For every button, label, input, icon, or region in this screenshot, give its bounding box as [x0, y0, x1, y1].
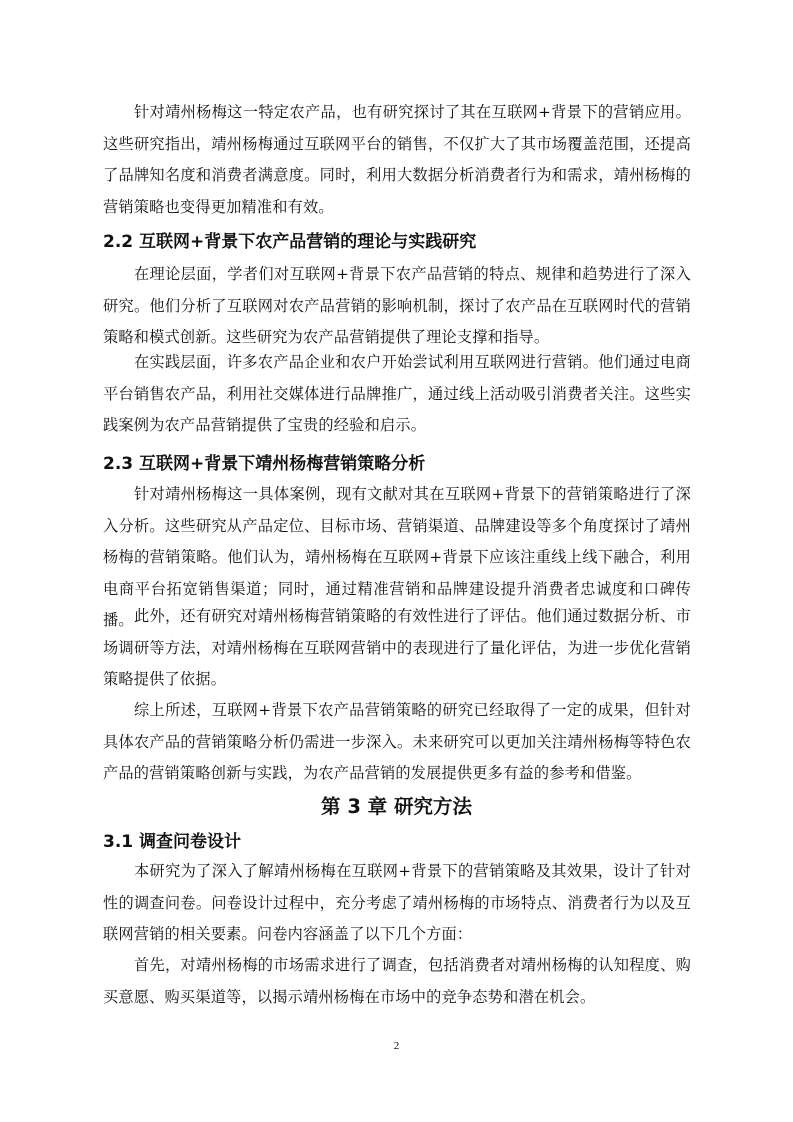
- section-heading-3-1: 3.1 调查问卷设计: [103, 832, 242, 852]
- paragraph-text: 在实践层面，许多农产品企业和农户开始尝试利用互联网进行营销。他们通过电商平台销售农产品，利用社交媒体进行品牌推广，通过线上活动吸引消费者关注。这些实践案例为农产品营销提供了宝贵的经验和启示。: [103, 353, 691, 434]
- paragraph-text: 首先，对靖州杨梅的市场需求进行了调查，包括消费者对靖州杨梅的认知程度、购买意愿、购买渠道等，以揭示靖州杨梅在市场中的竞争态势和潜在机会。: [103, 956, 691, 1006]
- paragraph-summary: [103, 695, 691, 790]
- paragraph-text: 针对靖州杨梅这一具体案例，现有文献对其在互联网+背景下的营销策略进行了深入分析。这些研究从产品定位、目标市场、营销渠道、品牌建设等多个角度探讨了靖州杨梅的营销策略。他们认为，靖州杨梅在互联网+背景下应该注重线上线下融合，利用电商平台拓宽销售渠道；同时，通过精准营销和品牌建设提升消费者忠诚度和口碑传播。: [103, 485, 691, 629]
- page-number: 2: [393, 1040, 400, 1052]
- paragraph-text: 针对靖州杨梅这一特定农产品，也有研究探讨了其在互联网+背景下的营销应用。这些研究指出，靖州杨梅通过互联网平台的销售，不仅扩大了其市场覆盖范围，还提高了品牌知名度和消费者满意度。同时，利用大数据分析消费者行为和需求，靖州杨梅的营销策略也变得更加精准和有效。: [103, 103, 691, 216]
- paragraph-intro: [103, 97, 691, 223]
- paragraph-evaluation: [103, 601, 691, 696]
- paragraph-text: 本研究为了深入了解靖州杨梅在互联网+背景下的营销策略及其效果，设计了针对性的调查问卷。问卷设计过程中，充分考虑了靖州杨梅的市场特点、消费者行为以及互联网营销的相关要素。问卷内容涵盖了以下几个方面：: [103, 862, 691, 943]
- paragraph-text: 综上所述，互联网+背景下农产品营销策略的研究已经取得了一定的成果，但针对具体农产品的营销策略分析仍需进一步深入。未来研究可以更加关注靖州杨梅等特色农产品的营销策略创新与实践，为农产品营销的发展提供更多有益的参考和借鉴。: [103, 701, 691, 782]
- paragraph-text: 在理论层面，学者们对互联网+背景下农产品营销的特点、规律和趋势进行了深入研究。他们分析了互联网对农产品营销的影响机制，探讨了农产品在互联网时代的营销策略和模式创新。这些研究为农产品营销提供了理论支撑和指导。: [103, 265, 691, 346]
- section-heading-2-2: 2.2 互联网+背景下农产品营销的理论与实践研究: [103, 232, 477, 252]
- paragraph-practice: [103, 347, 691, 442]
- chapter-title: 第 3 章 研究方法: [321, 795, 472, 818]
- paragraph-text: 此外，还有研究对靖州杨梅营销策略的有效性进行了评估。他们通过数据分析、市场调研等方法，对靖州杨梅在互联网营销中的表现进行了量化评估，为进一步优化营销策略提供了依据。: [103, 607, 691, 688]
- paragraph-questionnaire: [103, 856, 691, 951]
- paragraph-market-demand: [103, 950, 691, 1013]
- section-heading-2-3: 2.3 互联网+背景下靖州杨梅营销策略分析: [103, 454, 426, 474]
- paragraph-theory: [103, 259, 691, 354]
